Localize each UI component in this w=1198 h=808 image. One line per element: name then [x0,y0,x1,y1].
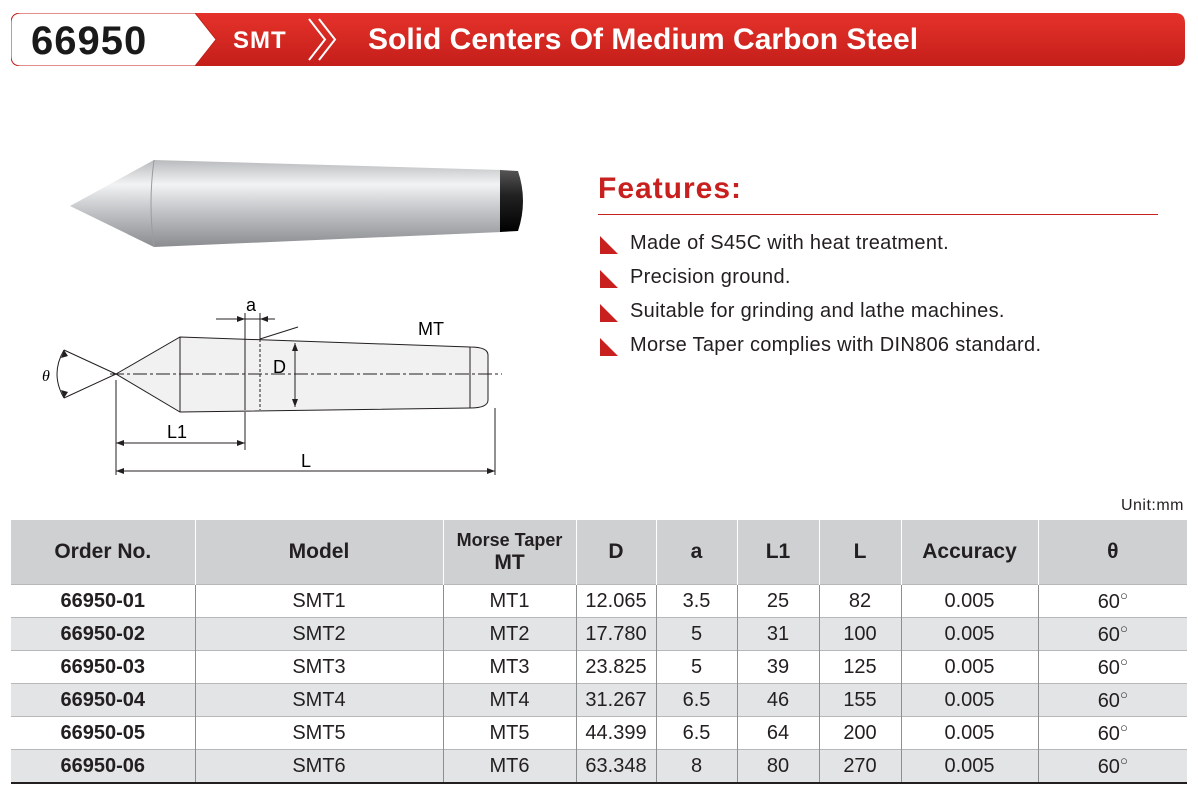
cell-order: 66950-02 [11,618,195,651]
feature-text: Morse Taper complies with DIN806 standard. [630,334,1042,356]
cell-accuracy: 0.005 [901,717,1038,750]
label-d: D [273,357,286,377]
table-row [11,651,1187,684]
cell-mt: MT4 [443,684,576,717]
features-divider [598,214,1158,215]
features-title: Features: [598,172,743,205]
product-code: 66950 [31,19,148,63]
series-label: SMT [233,27,287,54]
cell-mt: MT3 [443,651,576,684]
cell-a: 5 [656,651,737,684]
header-morse-taper [443,520,576,585]
cell-order: 66950-05 [11,717,195,750]
degree-icon: ○ [1119,687,1128,702]
cell-theta [1038,717,1187,750]
cell-a: 8 [656,750,737,784]
cell-d: 63.348 [576,750,656,784]
degree-icon: ○ [1119,753,1128,768]
cell-l1: 80 [737,750,819,784]
cell-theta [1038,618,1187,651]
cell-d: 17.780 [576,618,656,651]
cell-model: SMT4 [195,684,443,717]
cell-order: 66950-06 [11,750,195,784]
header-a: a [656,520,737,585]
cell-accuracy: 0.005 [901,651,1038,684]
theta-value: 60 [1097,723,1120,745]
product-title: Solid Centers Of Medium Carbon Steel [368,23,919,56]
unit-label: Unit:mm [1120,497,1184,514]
header-banner [11,13,1185,66]
header-mt-line1: Morse Taper [456,530,563,550]
header-model: Model [195,520,443,585]
label-mt: MT [418,319,444,339]
cell-order: 66950-03 [11,651,195,684]
feature-item [598,232,1041,266]
table-row [11,585,1187,618]
cell-order: 66950-04 [11,684,195,717]
cell-l1: 39 [737,651,819,684]
feature-text: Made of S45C with heat treatment. [630,232,949,254]
table-row [11,618,1187,651]
triangle-bullet-icon [600,270,618,288]
features-list [598,232,1041,368]
technical-drawing [30,295,520,485]
cell-l1: 46 [737,684,819,717]
cell-l1: 31 [737,618,819,651]
label-a: a [246,295,257,315]
header-l: L [819,520,901,585]
cell-theta [1038,585,1187,618]
cell-l: 125 [819,651,901,684]
cell-theta [1038,750,1187,784]
theta-value: 60 [1097,756,1120,778]
product-photo [60,150,540,250]
cell-accuracy: 0.005 [901,618,1038,651]
table-row [11,684,1187,717]
label-l: L [301,451,312,471]
header-theta: θ [1038,520,1187,585]
cell-model: SMT2 [195,618,443,651]
degree-icon: ○ [1119,621,1128,636]
cell-l1: 64 [737,717,819,750]
header-accuracy: Accuracy [901,520,1038,585]
theta-value: 60 [1097,624,1120,646]
cell-model: SMT1 [195,585,443,618]
cell-l1: 25 [737,585,819,618]
cell-accuracy: 0.005 [901,585,1038,618]
header-l1: L1 [737,520,819,585]
table-row [11,717,1187,750]
feature-text: Precision ground. [630,266,791,288]
header-order: Order No. [11,520,195,585]
cell-mt: MT2 [443,618,576,651]
cell-model: SMT6 [195,750,443,784]
cell-d: 31.267 [576,684,656,717]
cell-d: 12.065 [576,585,656,618]
cell-l: 155 [819,684,901,717]
spec-table [11,520,1187,784]
cell-order: 66950-01 [11,585,195,618]
cell-a: 6.5 [656,684,737,717]
cell-theta [1038,651,1187,684]
label-theta: θ [42,368,50,385]
cell-d: 23.825 [576,651,656,684]
table-header-row [11,520,1187,585]
cell-accuracy: 0.005 [901,684,1038,717]
theta-value: 60 [1097,591,1120,613]
table-row [11,750,1187,784]
cell-mt: MT6 [443,750,576,784]
cell-mt: MT1 [443,585,576,618]
cell-accuracy: 0.005 [901,750,1038,784]
theta-value: 60 [1097,657,1120,679]
cell-d: 44.399 [576,717,656,750]
degree-icon: ○ [1119,654,1128,669]
feature-text: Suitable for grinding and lathe machines. [630,300,1005,322]
degree-icon: ○ [1119,720,1128,735]
cell-model: SMT5 [195,717,443,750]
cell-l: 200 [819,717,901,750]
theta-value: 60 [1097,690,1120,712]
header-d: D [576,520,656,585]
degree-icon: ○ [1119,588,1128,603]
cell-l: 100 [819,618,901,651]
triangle-bullet-icon [600,304,618,322]
cell-a: 6.5 [656,717,737,750]
triangle-bullet-icon [600,236,618,254]
cell-mt: MT5 [443,717,576,750]
cell-l: 270 [819,750,901,784]
cell-l: 82 [819,585,901,618]
feature-item [598,300,1041,334]
cell-a: 3.5 [656,585,737,618]
cell-model: SMT3 [195,651,443,684]
header-mt-line2: MT [494,551,525,574]
triangle-bullet-icon [600,338,618,356]
feature-item [598,266,1041,300]
cell-theta [1038,684,1187,717]
label-l1: L1 [167,422,188,442]
cell-a: 5 [656,618,737,651]
feature-item [598,334,1041,368]
